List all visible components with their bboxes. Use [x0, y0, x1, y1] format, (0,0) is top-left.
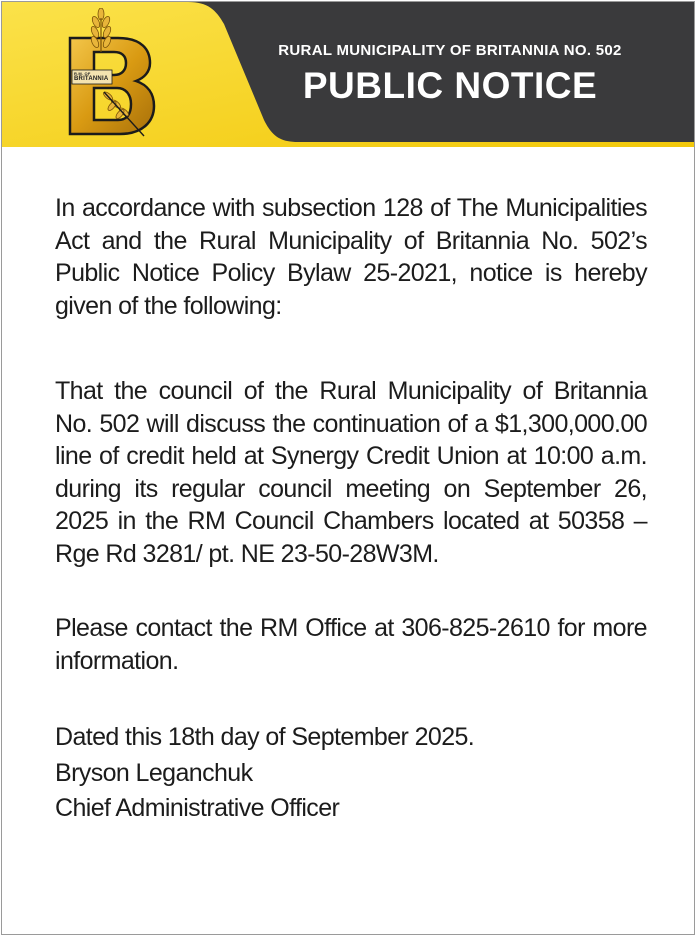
- britannia-logo: [60, 8, 160, 140]
- public-notice: [1, 1, 695, 935]
- dated-line: Dated this 18th day of September 2025.: [55, 723, 475, 751]
- signatory-name: Bryson Leganchuk: [55, 758, 253, 787]
- logo-caption-top: R.M. OF: [74, 71, 91, 76]
- contact-paragraph: Please contact the RM Office at 306-825-2610 for more information.: [55, 614, 647, 675]
- intro-paragraph: In accordance with subsection 128 of The Municipalities Act and the Rural Municipality of Britannia No. 502’s Public Notice Policy Bylaw 25-2021, notice is hereby given of the following:: [55, 194, 647, 320]
- logo-caption-name: BRITANNIA: [74, 76, 109, 82]
- notice-header: [2, 2, 695, 147]
- signatory-title: Chief Administrative Officer: [55, 794, 340, 822]
- meeting-paragraph: That the council of the Rural Municipality of Britannia No. 502 will discuss the continuation of a $1,300,000.00 line of credit held at Synergy Credit Union at 10:00 a.m. during its regular council meeting on September 26, 2025 in the RM Council Chambers located at 50358 – Rge Rd 3281/ pt. NE 23-50-28W3M.: [55, 377, 647, 568]
- notice-body: [55, 192, 647, 827]
- logo-caption: [74, 72, 108, 82]
- municipality-name: RURAL MUNICIPALITY OF BRITANNIA NO. 502: [278, 42, 622, 59]
- notice-title: PUBLIC NOTICE: [302, 65, 598, 106]
